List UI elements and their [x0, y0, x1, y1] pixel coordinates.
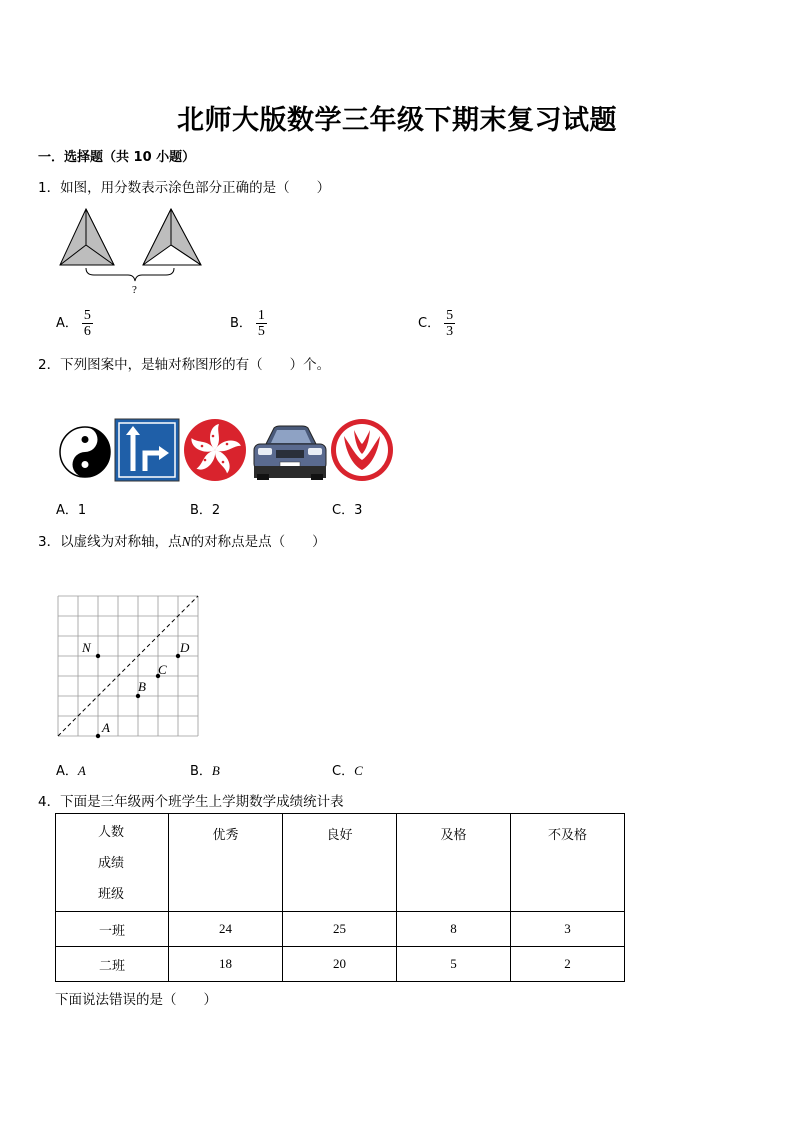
q1-option-c[interactable]: C． $\frac{5}{3}$ [418, 308, 454, 339]
label-d: D [180, 640, 190, 655]
header-good: 良好 [283, 814, 397, 912]
page-title: 北师大版数学三年级下期末复习试题 [177, 105, 617, 136]
question-4-prompt: 下面说法错误的是（ ） [55, 992, 217, 1008]
q3-option-c[interactable]: C．C [332, 763, 363, 779]
question-1-stem: 1．如图，用分数表示涂色部分正确的是（ ） [38, 180, 331, 196]
question-3-grid [56, 594, 202, 740]
row-label: 二班 [56, 947, 169, 982]
symmetry-axis [58, 596, 198, 736]
table-cell: 18 [169, 947, 283, 982]
brace [86, 268, 174, 281]
brace-label: ? [132, 284, 137, 296]
point-b [136, 694, 140, 698]
q3-option-a[interactable]: A．A [56, 763, 86, 779]
score-table [55, 813, 625, 982]
header-pass: 及格 [397, 814, 511, 912]
car-icon [254, 426, 326, 480]
header-excellent: 优秀 [169, 814, 283, 912]
label-c: C [158, 662, 167, 677]
triangle-2 [143, 209, 201, 265]
header-corner-cell: 人数 成绩 班级 [56, 814, 169, 912]
table-row [56, 912, 625, 947]
table-row [56, 947, 625, 982]
section-heading: 一．选择题（共 10 小题） [38, 150, 196, 165]
question-1-figure [56, 205, 208, 297]
label-b: B [138, 679, 146, 694]
triangle-1 [60, 209, 114, 265]
table-header-row [56, 814, 625, 912]
row-label: 一班 [56, 912, 169, 947]
label-a: A [102, 720, 110, 735]
table-cell: 8 [397, 912, 511, 947]
table-cell: 2 [511, 947, 625, 982]
q2-option-c[interactable]: C．3 [332, 503, 363, 518]
label-n: N [82, 640, 91, 655]
dongfeng-logo-icon [331, 419, 393, 481]
header-fail: 不及格 [511, 814, 625, 912]
q1-option-b[interactable]: B． $\frac{1}{5}$ [230, 308, 265, 339]
table-cell: 25 [283, 912, 397, 947]
road-sign-icon [115, 419, 179, 481]
question-4-stem: 4．下面是三年级两个班学生上学期数学成绩统计表 [38, 794, 344, 810]
table-cell: 24 [169, 912, 283, 947]
point-a [96, 734, 100, 738]
table-cell: 20 [283, 947, 397, 982]
q2-option-b[interactable]: B．2 [190, 503, 221, 518]
question-3-stem: 3．以虚线为对称轴，点N的对称点是点（ ） [38, 534, 326, 550]
question-2-stem: 2．下列图案中，是轴对称图形的有（ ）个。 [38, 357, 331, 373]
bauhinia-flag-icon [184, 419, 246, 481]
q2-option-a[interactable]: A．1 [56, 503, 87, 518]
table-cell: 3 [511, 912, 625, 947]
question-2-figures [56, 416, 396, 482]
q3-option-b[interactable]: B．B [190, 763, 220, 779]
table-cell: 5 [397, 947, 511, 982]
q1-option-a[interactable]: A． $\frac{5}{6}$ [56, 308, 91, 339]
point-n [96, 654, 100, 658]
yin-yang-icon [60, 427, 110, 477]
